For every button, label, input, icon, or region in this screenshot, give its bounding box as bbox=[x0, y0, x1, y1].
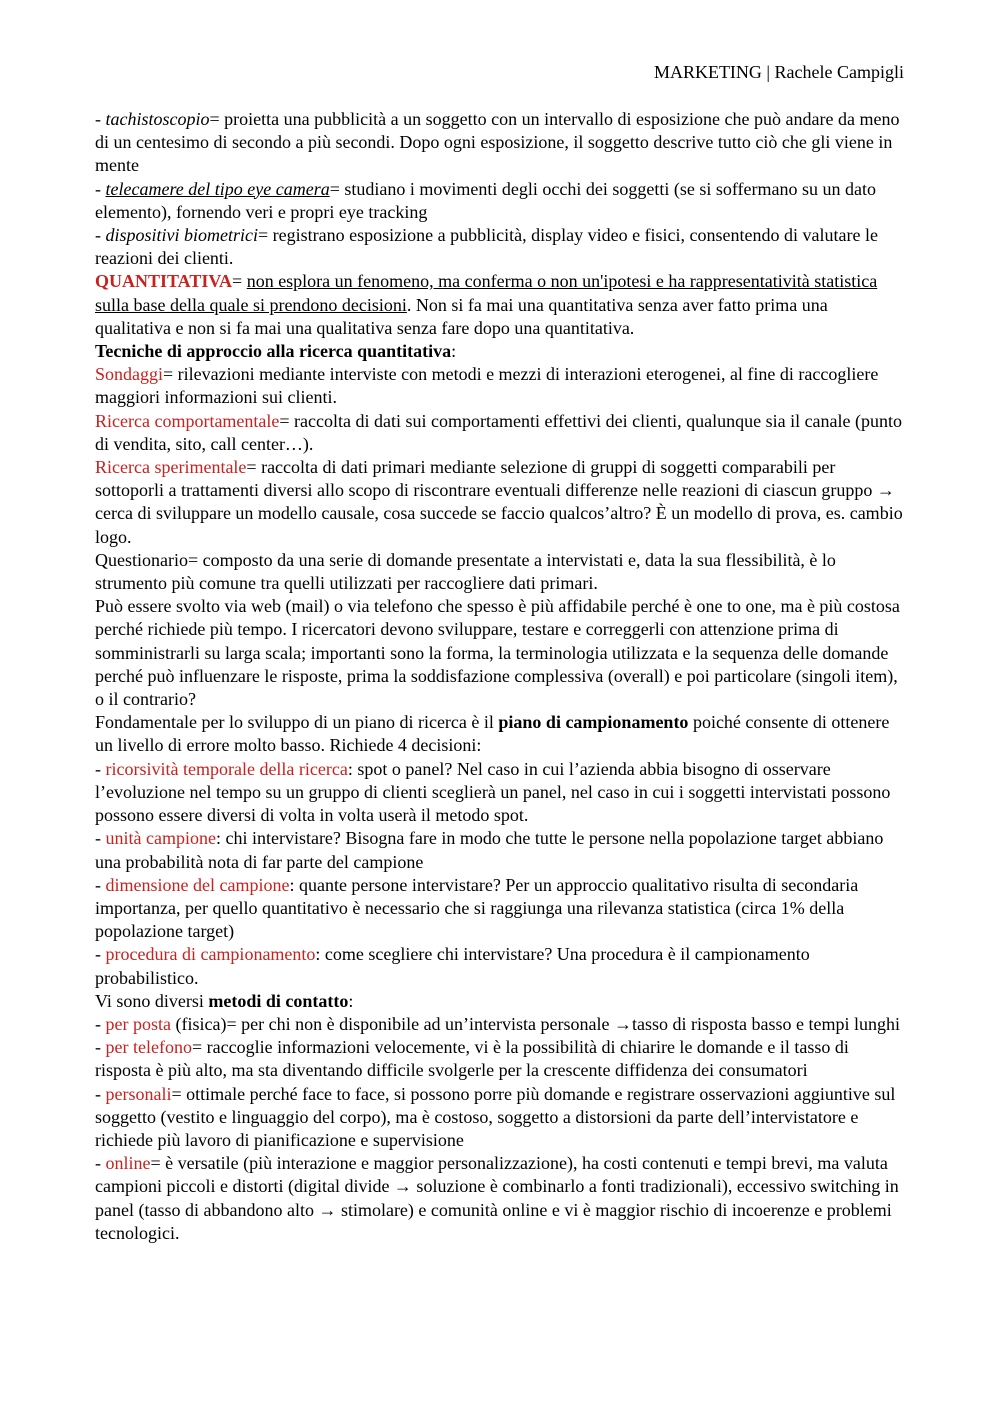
paragraph-eye-camera bbox=[95, 178, 907, 224]
definition-text: = proietta una pubblicità a un soggetto con un intervallo di esposizione che può andare da meno di un centesimo di secondo a più secondi. Dopo ogni esposizione, il soggetto descrive tutto ciò che gli viene in mente bbox=[95, 109, 900, 176]
list-dash: - bbox=[95, 225, 106, 246]
paragraph-ricorsivita bbox=[95, 758, 907, 828]
term-online: online bbox=[105, 1153, 151, 1174]
paragraph-questionario-details: Può essere svolto via web (mail) o via telefono che spesso è più affidabile perché è one to one, ma è più costosa perché richiede più tempo. I ricercatori devono sviluppare, testare e correggerli con attenzione prima di somministrarli su larga scala; importanti sono la forma, la terminologia utilizzata e la sequenza delle domande perché può influenzare le risposte, prima la soddisfazione complessiva (overall) e poi particolare (singoli item), o il contrario? bbox=[95, 596, 900, 710]
definition-text: : quante persone intervistare? Per un approccio qualitativo risulta di secondaria importanza, per quello quantitativo è necessario che si raggiunga una rilevanza statistica (circa 1% della popolazione target) bbox=[95, 874, 859, 942]
paragraph-online bbox=[95, 1152, 907, 1245]
definition-text: : come scegliere chi intervistare? Una procedura è il campionamento probabilistico. bbox=[95, 944, 810, 988]
paragraph-per-telefono bbox=[95, 1036, 907, 1082]
paragraph-ricerca-sperimentale bbox=[95, 456, 907, 549]
term-biometric-devices: dispositivi biometrici bbox=[105, 225, 258, 246]
term-sondaggi: Sondaggi bbox=[95, 364, 164, 385]
underlined-definition: non esplora un fenomeno, ma conferma o non un'ipotesi e ha rappresentatività statistica sulla base della quale si prendono decisioni bbox=[95, 271, 878, 315]
definition-text: = è versatile (più interazione e maggior personalizzazione), ha costi contenuti e tempi brevi, ma valuta campioni piccoli e distorti (digital divide → soluzione è combinarlo a fonti tradizionali), eccessivo switching in panel (tasso di abbandono alto → stimolare) e comunità online e vi è maggior rischio di incoerenze e problemi tecnologici. bbox=[95, 1153, 899, 1243]
paragraph-personali bbox=[95, 1083, 907, 1153]
term-tachistoscopio: tachistoscopio bbox=[105, 109, 210, 129]
paragraph-sondaggi bbox=[95, 363, 907, 409]
list-dash: - bbox=[95, 1153, 106, 1174]
paragraph-dimensione-campione bbox=[95, 874, 907, 944]
paragraph-metodi-contatto bbox=[95, 990, 907, 1013]
paragraph-quantitativa bbox=[95, 270, 907, 340]
definition-text: = registrano esposizione a pubblicità, display video e fisici, consentendo di valutare le reazioni dei clienti. bbox=[95, 225, 878, 269]
heading-colon: : bbox=[451, 341, 457, 362]
paragraph-text: : bbox=[348, 990, 354, 1011]
equals-sign: = bbox=[232, 271, 247, 292]
term-ricorsivita-temporale: ricorsività temporale della ricerca bbox=[105, 758, 348, 779]
definition-text: = ottimale perché face to face, si possono porre più domande e registrare osservazioni aggiuntive sul soggetto (vestito e linguaggio del corpo), ma è costoso, soggetto a distorsioni da parte dell’intervistatore e richiede più lavoro di pianificazione e supervisione bbox=[95, 1083, 896, 1150]
definition-text: = raccolta di dati primari mediante selezione di gruppi di soggetti comparabili per sottoporli a trattamenti diversi allo scopo di riscontrare eventuali differenze nelle reazioni di ciascun gruppo → cerca di sviluppare un modello causale, cosa succede se faccio qualcos’altro? È un modello di prova, es. cambio logo. bbox=[95, 457, 903, 547]
definition-text: (fisica)= per chi non è disponibile ad un’intervista personale →tasso di risposta basso e tempi lunghi bbox=[170, 1013, 900, 1034]
term-eye-camera: telecamere del tipo eye camera bbox=[105, 178, 330, 199]
paragraph-questionario: Questionario= composto da una serie di domande presentate a intervistati e, data la sua flessibilità, è lo strumento più comune tra quelli utilizzati per raccogliere dati primari. bbox=[95, 549, 836, 594]
page-header: MARKETING | Rachele Campigli bbox=[653, 62, 904, 82]
list-dash: - bbox=[95, 1037, 106, 1058]
term-procedura-campionamento: procedura di campionamento bbox=[105, 944, 316, 965]
list-dash: - bbox=[95, 178, 106, 199]
list-dash: - bbox=[95, 944, 106, 965]
paragraph-text: Fondamentale per lo sviluppo di un piano di ricerca è il bbox=[95, 712, 499, 733]
document-body bbox=[95, 108, 907, 1245]
term-personali: personali bbox=[105, 1083, 172, 1104]
list-dash: - bbox=[95, 874, 106, 895]
bold-term-metodi-contatto: metodi di contatto bbox=[208, 990, 349, 1011]
paragraph-per-posta bbox=[95, 1013, 907, 1036]
term-per-posta: per posta bbox=[105, 1013, 171, 1034]
list-dash: - bbox=[95, 1083, 106, 1104]
paragraph-ricerca-comportamentale bbox=[95, 410, 907, 456]
bold-term-piano-campionamento: piano di campionamento bbox=[498, 712, 689, 733]
definition-text: = rilevazioni mediante interviste con metodi e mezzi di interazioni eterogenei, al fine di raccogliere maggiori informazioni sui clienti. bbox=[95, 364, 879, 408]
definition-text: = raccoglie informazioni velocemente, vi è la possibilità di chiarire le domande e il tasso di risposta è più alto, ma sta diventando difficile svolgerle per la crescente diffidenza dei consumatori bbox=[95, 1037, 849, 1081]
term-ricerca-comportamentale: Ricerca comportamentale bbox=[95, 410, 280, 431]
definition-text: : spot o panel? Nel caso in cui l’azienda abbia bisogno di osservare l’evoluzione nel tempo su un gruppo di clienti sceglierà un panel, nel caso in cui i soggetti intervistati possono possono essere diversi di volta in volta userà il metodo spot. bbox=[95, 758, 891, 826]
term-per-telefono: per telefono bbox=[105, 1037, 192, 1058]
definition-text: : chi intervistare? Bisogna fare in modo che tutte le persone nella popolazione target abbiano una probabilità nota di far parte del campione bbox=[95, 828, 884, 872]
paragraph-tachistoscopio bbox=[95, 108, 907, 178]
list-dash: - bbox=[95, 758, 106, 779]
paragraph-text: poiché consente di ottenere un livello di errore molto basso. Richiede 4 decisioni: bbox=[95, 712, 890, 756]
list-dash: - bbox=[95, 1013, 106, 1034]
paragraph-piano-campionamento bbox=[95, 711, 907, 757]
paragraph-biometric bbox=[95, 224, 907, 270]
definition-text: . Non si fa mai una quantitativa senza aver fatto prima una qualitativa e non si fa mai una qualitativa senza fare dopo una quantitativa. bbox=[95, 294, 828, 338]
section-heading-quantitative-techniques bbox=[95, 340, 907, 363]
list-dash: - bbox=[95, 109, 106, 129]
list-dash: - bbox=[95, 828, 106, 849]
term-unita-campione: unità campione bbox=[105, 828, 216, 849]
paragraph-unita-campione bbox=[95, 827, 907, 873]
term-ricerca-sperimentale: Ricerca sperimentale bbox=[95, 457, 247, 478]
definition-text: = studiano i movimenti degli occhi dei soggetti (se si soffermano su un dato elemento), fornendo veri e propri eye tracking bbox=[95, 178, 876, 222]
paragraph-procedura-campionamento bbox=[95, 943, 907, 989]
paragraph-text: Vi sono diversi bbox=[95, 990, 209, 1011]
heading-text: Tecniche di approccio alla ricerca quantitativa bbox=[95, 341, 452, 362]
definition-text: = raccolta di dati sui comportamenti effettivi dei clienti, qualunque sia il canale (punto di vendita, sito, call center…). bbox=[95, 410, 903, 454]
term-dimensione-campione: dimensione del campione bbox=[105, 874, 290, 895]
term-quantitativa: QUANTITATIVA bbox=[95, 271, 233, 292]
